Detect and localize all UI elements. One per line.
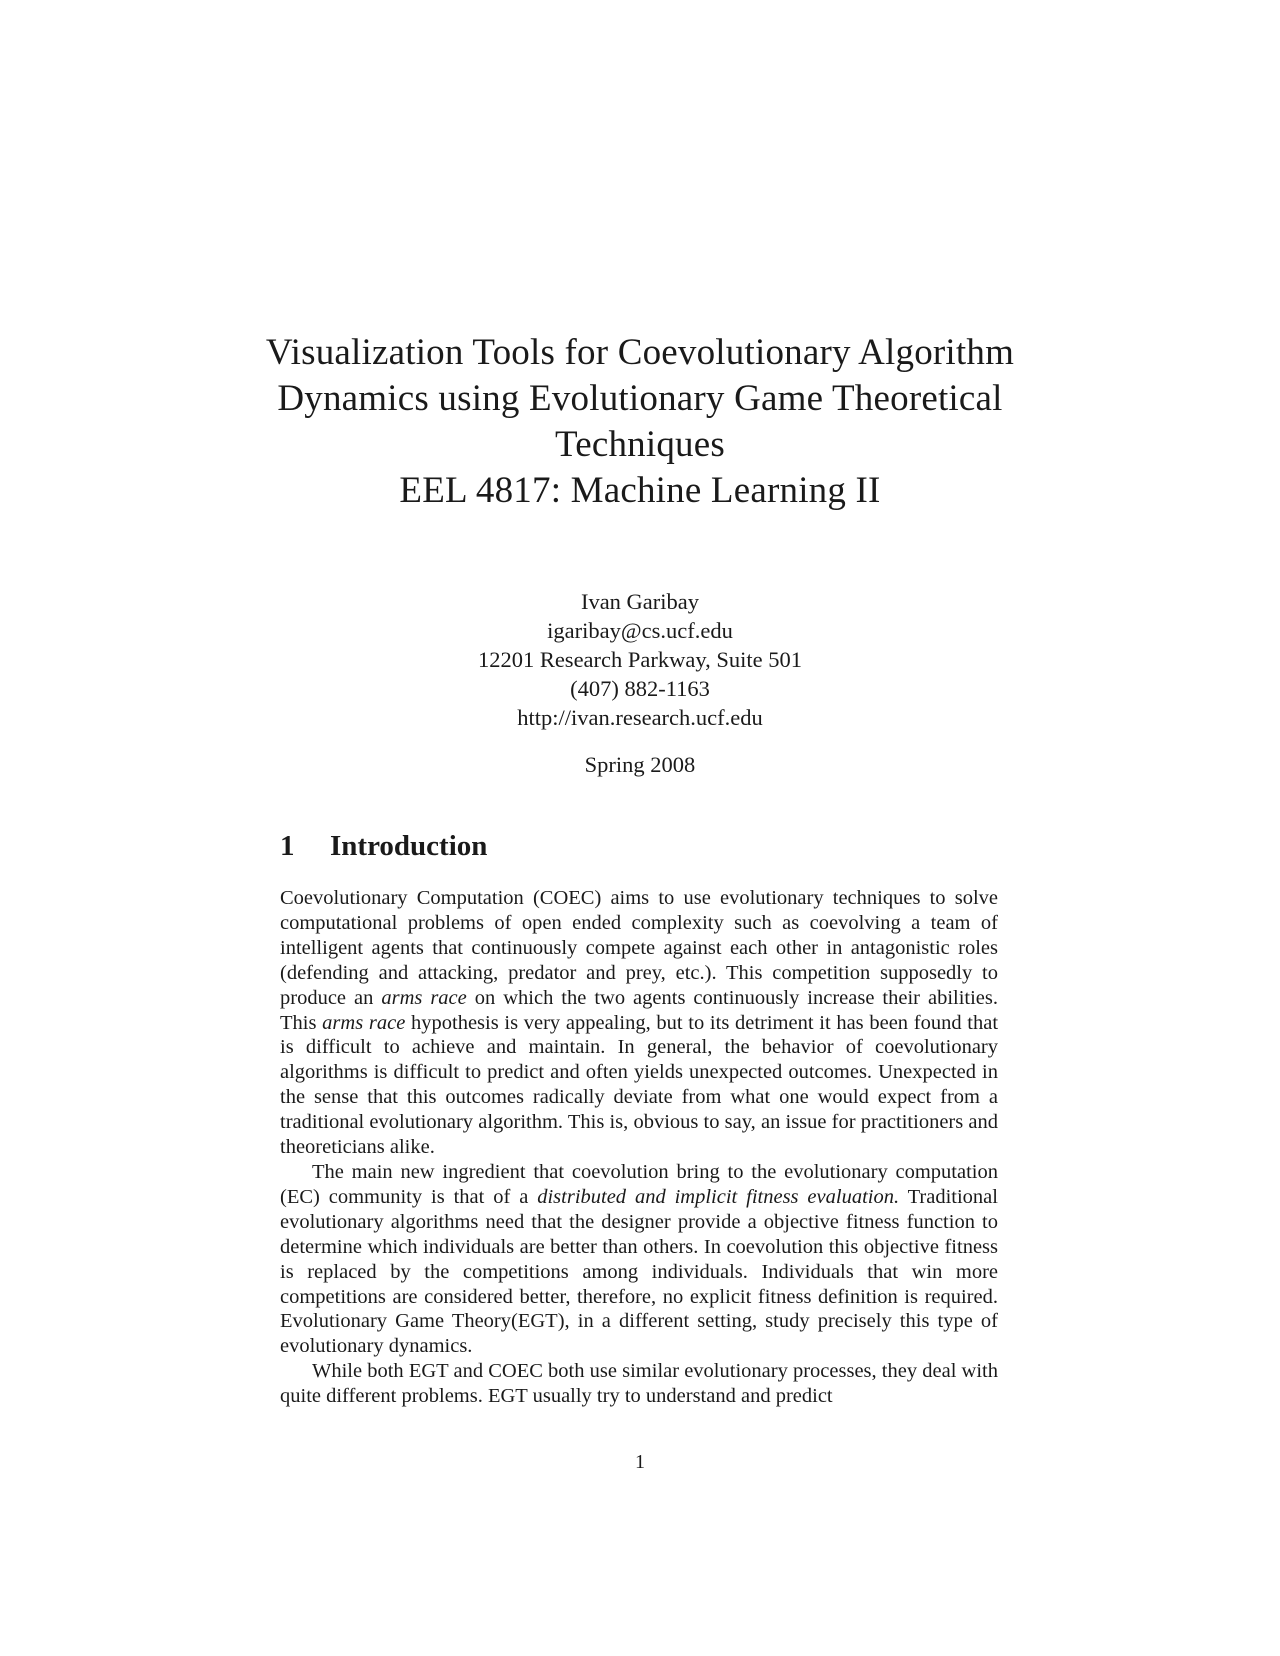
paragraph: Coevolutionary Computation (COEC) aims to use evolutionary techniques to solve computational problems of open ended complexity such as coevolving a team of intelligent agents that continuously compete against each other in antagonistic roles (defending and attacking, predator and prey, etc.). This competition supposedly to produce an arms race on which the two agents continuously increase their abilities. This arms race hypothesis is very appealing, but to its detriment it has been found that is difficult to achieve and maintain. In general, the behavior of coevolutionary algorithms is difficult to predict and often yields unexpected outcomes. Unexpected in the sense that this outcomes radically deviate from what one would expect from a traditional evolutionary algorithm. This is, obvious to say, an issue for practitioners and theoreticians alike. bbox=[280, 887, 999, 1159]
emphasis: arms race bbox=[322, 1011, 406, 1034]
section-number: 1 bbox=[280, 830, 295, 862]
paper-title bbox=[240, 330, 1040, 514]
page-number: 1 bbox=[635, 1451, 645, 1473]
title-line: Visualization Tools for Coevolutionary Algorithm bbox=[265, 332, 1015, 373]
body-text bbox=[280, 886, 998, 1409]
section-heading bbox=[280, 828, 487, 864]
author-info bbox=[240, 587, 1040, 779]
section-title: Introduction bbox=[330, 830, 488, 862]
author-name: Ivan Garibay bbox=[580, 589, 700, 614]
author-phone: (407) 882-1163 bbox=[570, 676, 710, 701]
author-address: 12201 Research Parkway, Suite 501 bbox=[477, 647, 803, 672]
course-title: EEL 4817: Machine Learning II bbox=[399, 470, 881, 511]
emphasis: arms race bbox=[381, 986, 467, 1009]
paragraph: While both EGT and COEC both use similar evolutionary processes, they deal with quite different problems. EGT usually try to understand and predict bbox=[280, 1360, 998, 1408]
paragraph: The main new ingredient that coevolution bring to the evolutionary computation (EC) community is that of a distributed and implicit fitness evaluation. Traditional evolutionary algorithms need that the designer provide a objective fitness function to determine which individuals are better than others. In coevolution this objective fitness is replaced by the competitions among individuals. Individuals that win more competitions are considered better, therefore, no explicit fitness definition is required. Evolutionary Game Theory(EGT), in a different setting, study precisely this type of evolutionary dynamics. bbox=[280, 1160, 998, 1358]
title-line: Techniques bbox=[555, 424, 725, 465]
paper-date: Spring 2008 bbox=[584, 752, 696, 777]
author-website: http://ivan.research.ucf.edu bbox=[517, 705, 763, 730]
title-line: Dynamics using Evolutionary Game Theoretical bbox=[277, 378, 1003, 419]
emphasis: distributed and implicit fitness evaluation. bbox=[537, 1185, 900, 1208]
author-email: igaribay@cs.ucf.edu bbox=[547, 618, 733, 643]
